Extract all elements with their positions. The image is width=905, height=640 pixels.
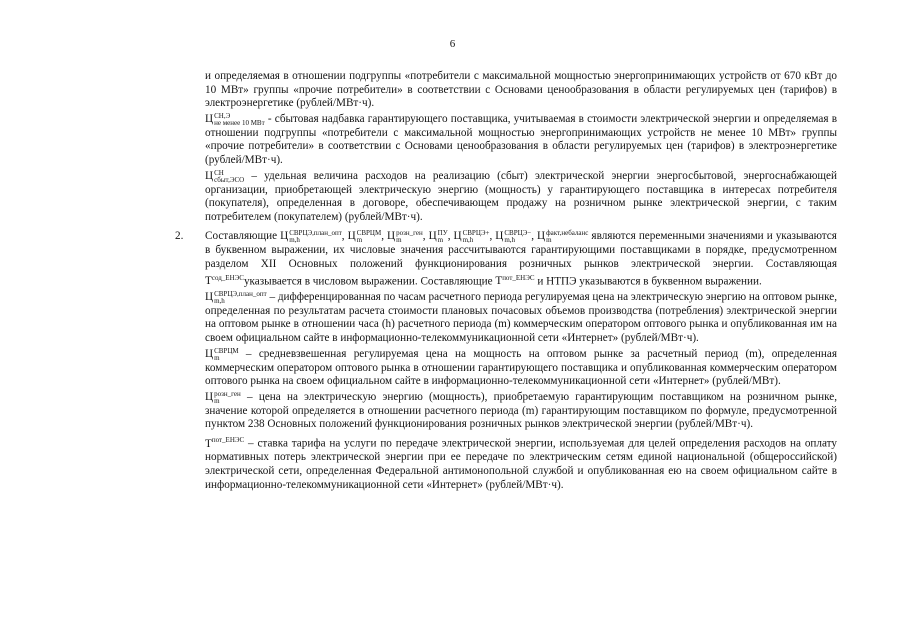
list-item-2 bbox=[175, 229, 837, 289]
formula-superscript: СВРЦЭ+ bbox=[462, 229, 490, 238]
formula-component: Ц СВРЦЭ+ m,h , bbox=[450, 229, 493, 245]
formula-subscript: m,h bbox=[504, 236, 516, 245]
definition-rozn bbox=[205, 391, 837, 432]
formula-superscript: пот_ЕНЭС bbox=[211, 436, 245, 445]
formula-symbol: Ц bbox=[450, 230, 462, 243]
definition-text: – ставка тарифа на услуги по передаче электрической энергии, используемая для целей определения расходов на оплату нормативных потерь электрической энергии при ее передаче по электрическим сетям единой национальной (общероссийской) электрической сети, определенная Федеральной антимонопольной службой и опубликованная ею на своем официальном сайте в информационно-телекоммуникационной сети «Интернет» (рублей/МВт·ч). bbox=[205, 437, 837, 491]
formula-superscript: пот_ЕНЭС bbox=[502, 273, 535, 282]
formula-subscript: m bbox=[356, 236, 363, 245]
definition-text: - сбытовая надбавка гарантирующего поставщика, учитываемая в стоимости электрической энергии и определяемая в отношении подгруппы «потребители с максимальной мощностью энергопринимающих устройств не менее 10 МВт» группы «прочие потребители» в соответствии с Основами ценообразования в области регулируемых цен (тарифов) в электроэнергетике (рублей/МВт·ч). bbox=[205, 112, 837, 166]
formula-symbol: Ц bbox=[492, 230, 504, 243]
formula-superscript: розн_ген bbox=[396, 229, 423, 238]
formula-superscript: СН bbox=[214, 168, 224, 177]
formula-symbol: Ц bbox=[205, 290, 214, 303]
definition-tpot bbox=[205, 434, 837, 492]
formula-component bbox=[534, 229, 589, 245]
formula-component: Ц ПУ m , bbox=[425, 229, 451, 245]
definition-text: – средневзвешенная регулируемая цена на мощность на оптовом рынке за расчетный период (m), определенная коммерческим оператором оптового рынка в отношении гарантирующего поставщика и опубликованная коммерческим оператором оптового рынка на своем официальном сайте в информационно-телекоммуникационной сети «Интернет» (рублей/МВт). bbox=[205, 347, 837, 388]
formula-subscript: m bbox=[546, 236, 552, 245]
definition-svrcm bbox=[205, 348, 837, 389]
formula-symbol: Ц bbox=[384, 230, 396, 243]
page-number: 6 bbox=[449, 38, 456, 50]
formula-subscript: m bbox=[437, 236, 444, 245]
list-item-text-c: и НТПЭ указываются в буквенном выражении. bbox=[534, 275, 762, 288]
formula-symbol: Т bbox=[495, 275, 503, 288]
formula-symbol: Ц bbox=[344, 230, 356, 243]
formula-symbol: Ц bbox=[534, 230, 546, 243]
formula-symbol: Т bbox=[205, 437, 212, 450]
list-item-text-b: указывается в числовом выражении. Составляющие bbox=[243, 275, 496, 288]
formula-symbol: Ц bbox=[205, 169, 214, 182]
formula-component: Ц розн_ген m , bbox=[384, 229, 426, 245]
formula-subscript: m,h bbox=[214, 296, 225, 305]
formula-symbol: Т bbox=[205, 275, 212, 288]
formula-superscript: СН,Э bbox=[214, 111, 231, 120]
formula-subscript: не менее 10 МВт bbox=[214, 118, 265, 127]
formula-component: Ц СВРЦЭ− m,h , bbox=[492, 229, 535, 245]
formula-superscript: СВРЦМ bbox=[356, 229, 382, 238]
formula-superscript: ПУ bbox=[437, 229, 448, 238]
intro-paragraph: и определяемая в отношении подгруппы «потребители с максимальной мощностью энергопринимающих устройств от 670 кВт до 10 МВт» группы «прочие потребители» в соответствии с Основами ценообразования в области регулируемых цен (тарифов) в электроэнергетике (рублей/МВт·ч). bbox=[205, 70, 837, 110]
formula-superscript: СВРЦМ bbox=[214, 346, 239, 355]
definition-svrce bbox=[205, 291, 837, 346]
formula-superscript: сод_ЕНЭС bbox=[211, 273, 244, 282]
formula-superscript: розн_ген bbox=[214, 389, 241, 398]
formula-superscript: СВРЦЭ,план_опт bbox=[214, 289, 267, 298]
definition-eso bbox=[205, 170, 837, 225]
formula-subscript: m,h bbox=[289, 236, 300, 245]
formula-symbol: Ц bbox=[205, 390, 214, 403]
formula-subscript: m bbox=[396, 236, 402, 245]
formula-component: Ц СВРЦЭ,план_опт m,h , bbox=[280, 229, 345, 245]
formula-symbol: Ц bbox=[280, 230, 289, 243]
formula-subscript: m,h bbox=[462, 236, 474, 245]
formula-symbol: Ц bbox=[425, 230, 437, 243]
definition-text: – удельная величина расходов на реализацию (сбыт) электрической энергии энергосбытовой, энергоснабжающей организации, приобретающей электрическую энергию (мощность) у гарантирующего поставщика в интересах потребителя (покупателя), определенная в договоре, обеспечивающем продажу на розничном рынке электрической энергии, с таким потребителем (покупателем) (рублей/МВт·ч). bbox=[205, 169, 837, 223]
definition-text: – цена на электрическую энергию (мощность), приобретаемую гарантирующим поставщиком на розничном рынке, значение которой определяется в отношении расчетного периода (m) гарантирующим поставщиком по формуле, предусмотренной пунктом 238 Основных положений функционирования розничных рынков электрической энергии (рублей/МВт·ч). bbox=[205, 390, 837, 431]
formula-superscript: СВРЦЭ− bbox=[504, 229, 532, 238]
formula-superscript: СВРЦЭ,план_опт bbox=[289, 229, 342, 238]
formula-subscript: m bbox=[214, 353, 220, 362]
component-list bbox=[280, 229, 589, 245]
document-body bbox=[175, 70, 838, 492]
formula-symbol: Ц bbox=[205, 112, 214, 125]
formula-subscript: сбыт,ЭСО bbox=[214, 175, 245, 184]
formula-subscript: m bbox=[214, 396, 220, 405]
formula-symbol: Ц bbox=[205, 347, 214, 360]
formula-superscript: факт,небаланс bbox=[546, 229, 589, 238]
list-item-lead: Составляющие bbox=[205, 230, 278, 243]
list-item-text-a: являются переменными значениями и указываются в буквенном выражении, их числовые значения рассчитываются гарантирующими поставщиками в порядке, предусмотренном разделом XII Основных положений функционирования розничных рынков электрической энергии. Составляющая bbox=[205, 230, 837, 270]
list-item-number: 2. bbox=[175, 230, 184, 243]
formula-component: Ц СВРЦМ m , bbox=[344, 229, 384, 245]
definition-nm10 bbox=[205, 113, 837, 168]
definition-text: – дифференцированная по часам расчетного периода регулируемая цена на электрическую энергию на оптовом рынке, определенная по результатам расчета стоимости плановых почасовых объемов производства (потребления) электрической энергии на оптовом рынке в отношении часа (h) расчетного периода (m) коммерческим оператором оптового рынка и опубликованная им на своем официальном сайте в информационно-телекоммуникационной сети «Интернет» (рублей/МВт·ч). bbox=[205, 290, 838, 345]
